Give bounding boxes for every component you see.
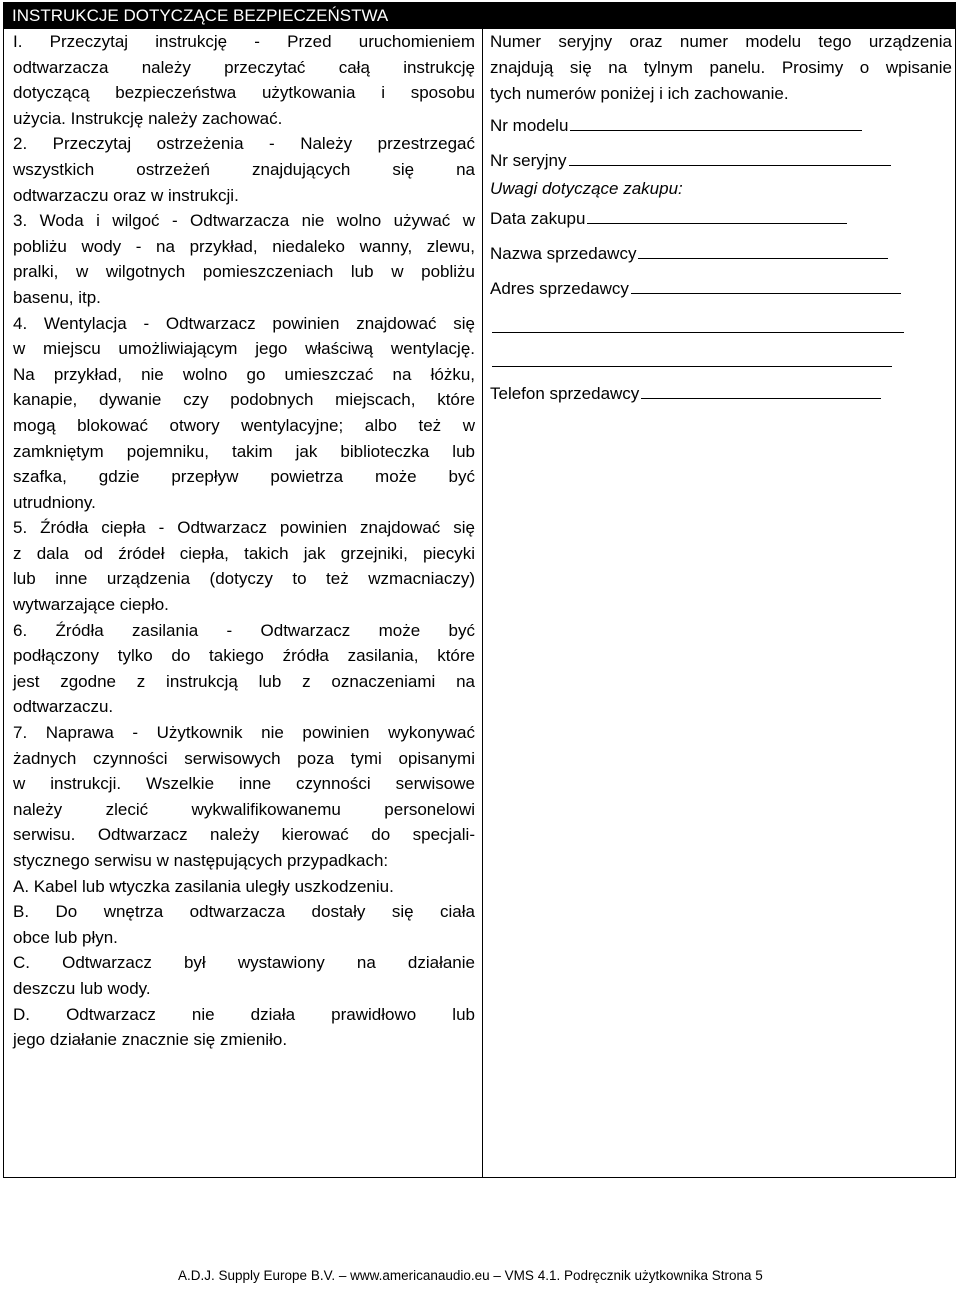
text-line: jego działanie znacznie się zmieniło. bbox=[13, 1030, 288, 1050]
text-line: stycznego serwisu w następujących przypadkach: bbox=[13, 851, 389, 870]
seller-name-line[interactable] bbox=[638, 242, 888, 259]
seller-name-field bbox=[490, 242, 888, 265]
text-line: w miejscu umożliwiającym jego właściwą wentylację. bbox=[13, 339, 475, 359]
text-line: B. Do wnętrza odtwarzacza dostały się ciała bbox=[13, 902, 475, 922]
text-line: I. Przeczytaj instrukcję - Przed uruchomieniem bbox=[13, 32, 475, 51]
model-number-label: Nr modelu bbox=[490, 116, 569, 135]
text-line: znajdują się na tylnym panelu. Prosimy o wpisanie bbox=[490, 58, 952, 77]
text-line: A. Kabel lub wtyczka zasilania uległy uszkodzeniu. bbox=[13, 876, 394, 896]
safety-instructions-text bbox=[13, 29, 475, 1053]
text-line: Na przykład, nie wolno go umieszczać na łóżku, bbox=[13, 364, 475, 384]
seller-address-field bbox=[490, 277, 901, 300]
purchase-notes-label: Uwagi dotyczące zakupu: bbox=[490, 179, 683, 198]
text-line: odtwarzaczu oraz w instrukcji. bbox=[13, 185, 239, 205]
seller-address-line[interactable] bbox=[631, 277, 901, 294]
text-line: zamkniętym pojemniku, takim jak biblioteczka lub bbox=[13, 441, 475, 461]
text-line: pobliżu wody - na przykład, niedaleko wanny, zlewu, bbox=[13, 236, 475, 256]
text-line: lub inne urządzenia (dotyczy to też wzmacniaczy) bbox=[13, 569, 475, 589]
text-line: odtwarzacza należy przeczytać całą instrukcję bbox=[13, 57, 475, 77]
seller-phone-label: Telefon sprzedawcy bbox=[490, 384, 640, 403]
text-line: pralki, w wilgotnych pomieszczeniach lub w pobliżu bbox=[13, 262, 475, 282]
text-line: dotyczącą bezpieczeństwa użytkowania i sposobu bbox=[13, 83, 475, 103]
text-line: basenu, itp. bbox=[13, 287, 101, 307]
text-line: szafka, gdzie przepływ powietrza może być bbox=[13, 467, 475, 487]
purchase-date-label: Data zakupu bbox=[490, 209, 586, 228]
text-line: użycia. Instrukcję należy zachować. bbox=[13, 108, 283, 128]
text-line: 3. Woda i wilgoć - Odtwarzacza nie wolno używać w bbox=[13, 211, 475, 231]
column-divider bbox=[482, 29, 483, 1177]
text-line: 7. Naprawa - Użytkownik nie powinien wykonywać bbox=[13, 723, 475, 743]
text-line: 4. Wentylacja - Odtwarzacz powinien znajdować się bbox=[13, 313, 475, 333]
text-line: jest zgodne z instrukcją lub z oznaczeniami na bbox=[13, 671, 475, 691]
model-number-field bbox=[490, 114, 862, 137]
text-line: C. Odtwarzacz był wystawiony na działanie bbox=[13, 953, 475, 973]
text-line: deszczu lub wody. bbox=[13, 978, 151, 998]
text-line: serwisu. Odtwarzacz należy kierować do specjali- bbox=[13, 825, 475, 845]
section-title: INSTRUKCJE DOTYCZĄCE BEZPIECZEŃSTWA bbox=[4, 3, 955, 29]
text-line: 5. Źródła ciepła - Odtwarzacz powinien znajdować się bbox=[13, 518, 475, 538]
text-line: z dala od źródeł ciepła, takich jak grzejniki, piecyki bbox=[13, 543, 475, 563]
serial-number-field bbox=[490, 149, 891, 172]
purchase-date-field bbox=[490, 207, 847, 230]
text-line: w instrukcji. Wszelkie inne czynności serwisowe bbox=[13, 774, 475, 794]
seller-phone-field bbox=[490, 382, 881, 405]
seller-address-label: Adres sprzedawcy bbox=[490, 279, 629, 298]
text-line: Numer seryjny oraz numer modelu tego urządzenia bbox=[490, 32, 952, 51]
text-line: utrudniony. bbox=[13, 492, 96, 512]
purchase-date-line[interactable] bbox=[587, 207, 847, 224]
purchase-notes-heading bbox=[490, 178, 683, 200]
text-line: 6. Źródła zasilania - Odtwarzacz może być bbox=[13, 620, 475, 640]
seller-address-line-2[interactable] bbox=[492, 332, 904, 333]
serial-number-intro bbox=[490, 29, 952, 107]
model-number-line[interactable] bbox=[570, 114, 862, 131]
seller-name-label: Nazwa sprzedawcy bbox=[490, 244, 637, 263]
text-line: podłączony tylko do takiego źródła zasilania, które bbox=[13, 646, 475, 666]
text-line: tych numerów poniżej i ich zachowanie. bbox=[490, 84, 789, 103]
text-line: odtwarzaczu. bbox=[13, 697, 114, 717]
document-frame bbox=[3, 2, 956, 1178]
serial-number-line[interactable] bbox=[569, 149, 891, 166]
text-line: obce lub płyn. bbox=[13, 927, 118, 947]
text-line: kanapie, dywanie czy podobnych miejscach, które bbox=[13, 390, 475, 410]
seller-address-line-3[interactable] bbox=[492, 366, 892, 367]
text-line: 2. Przeczytaj ostrzeżenia - Należy przestrzegać bbox=[13, 134, 475, 154]
page-footer: A.D.J. Supply Europe B.V. – www.americanaudio.eu – VMS 4.1. Podręcznik użytkownika Strona 5 bbox=[178, 1268, 763, 1283]
text-line: wszystkich ostrzeżeń znajdujących się na bbox=[13, 159, 475, 179]
seller-phone-line[interactable] bbox=[641, 382, 881, 399]
serial-number-label: Nr seryjny bbox=[490, 151, 567, 170]
text-line: wytwarzające ciepło. bbox=[13, 595, 169, 615]
text-line: należy zlecić wykwalifikowanemu personelowi bbox=[13, 799, 475, 819]
text-line: mogą blokować otwory wentylacyjne; albo też w bbox=[13, 415, 475, 435]
text-line: D. Odtwarzacz nie działa prawidłowo lub bbox=[13, 1004, 475, 1024]
text-line: żadnych czynności serwisowych poza tymi opisanymi bbox=[13, 748, 475, 768]
